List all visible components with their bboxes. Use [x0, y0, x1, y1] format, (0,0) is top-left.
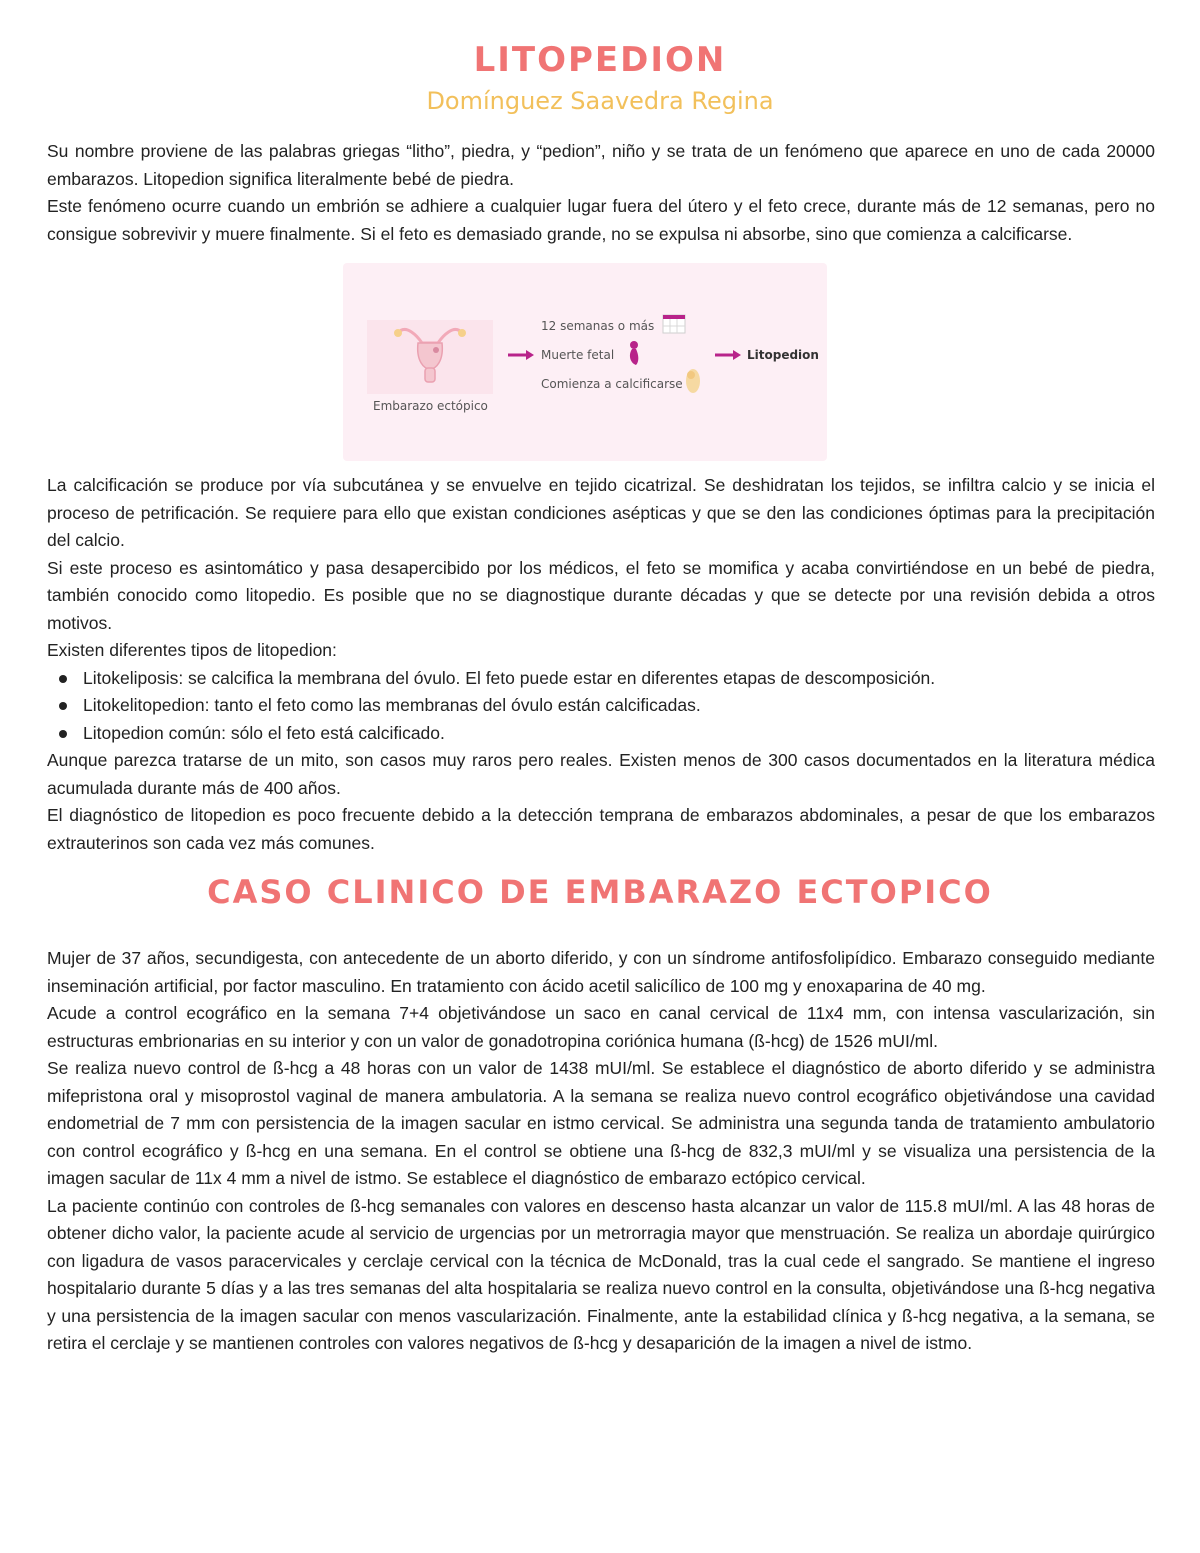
litopedion-infographic — [343, 263, 827, 461]
body-paragraph-diagnosis: El diagnóstico de litopedion es poco frecuente debido a la detección temprana de embarazos abdominales, a pesar de que los embarazos extrauterinos son cada vez más comunes. — [47, 805, 1155, 853]
intro-paragraph-1: Su nombre proviene de las palabras griegas “litho”, piedra, y “pedion”, niño y se trata de un fenómeno que aparece en uno de cada 20000 embarazos. Litopedion significa literalmente bebé de piedra. — [47, 141, 1155, 189]
figure-step-fetal-death: Muerte fetal — [541, 348, 615, 362]
arrow-icon-1 — [508, 350, 534, 360]
case-section — [47, 945, 1155, 1358]
list-item: Litopedion común: sólo el feto está calcificado. — [83, 720, 1155, 748]
case-paragraph-patient: Mujer de 37 años, secundigesta, con antecedente de un aborto diferido, y con un síndrome antifosfolipídico. Embarazo conseguido mediante inseminación artificial, por factor masculino. En tratamiento con ácido acetil salicílico de 100 mg y enoxaparina de 40 mg. — [47, 948, 1155, 996]
body-paragraph-myth: Aunque parezca tratarse de un mito, son casos muy raros pero reales. Existen menos de 300 casos documentados en la literatura médica acumulada durante más de 400 años. — [47, 750, 1155, 798]
arrow-icon-2 — [715, 350, 741, 360]
body-paragraph-types-intro: Existen diferentes tipos de litopedion: — [47, 640, 337, 660]
calcified-fetus-icon — [686, 369, 700, 393]
figure-result-litopedion: Litopedion — [747, 348, 819, 362]
document-title: LITOPEDION — [473, 40, 727, 80]
types-list — [47, 665, 1155, 748]
case-paragraph-ultrasound: Acude a control ecográfico en la semana 7+4 objetivándose un saco en canal cervical de 11x4 mm, con intensa vascularización, sin estructuras embrionarias en su interior y con un valor de gonadotropina coriónica humana (ß-hcg) de 1526 mUI/ml. — [47, 1003, 1155, 1051]
body-paragraph-asymptomatic: Si este proceso es asintomático y pasa desapercibido por los médicos, el feto se momifica y acaba convirtiéndose en un bebé de piedra, también conocido como litopedio. Es posible que no se diagnostique durante décadas y que se detecte por una revisión debida a otros motivos. — [47, 557, 1155, 633]
intro-section — [47, 138, 1155, 248]
list-item: Litokeliposis: se calcifica la membrana del óvulo. El feto puede estar en diferentes etapas de descomposición. — [83, 665, 1155, 693]
list-item: Litokelitopedion: tanto el feto como las membranas del óvulo están calcificadas. — [83, 692, 1155, 720]
figure-step-weeks: 12 semanas o más — [541, 319, 655, 333]
body-paragraph-calcification: La calcificación se produce por vía subcutánea y se envuelve en tejido cicatrizal. Se deshidratan los tejidos, se infiltra calcio y se inicia el proceso de petrificación. Se requiere para ello que existan condiciones asépticas y que se den las condiciones óptimas para la precipitación del calcio. — [47, 475, 1155, 550]
calendar-icon — [663, 315, 685, 333]
infographic-graphics — [343, 263, 827, 461]
figure-caption-ectopic: Embarazo ectópico — [373, 399, 488, 413]
case-title: CASO CLINICO DE EMBARAZO ECTOPICO — [207, 873, 993, 911]
author-name: Domínguez Saavedra Regina — [426, 87, 774, 115]
case-paragraph-treatment: Se realiza nuevo control de ß-hcg a 48 horas con un valor de 1438 mUI/ml. Se establece el diagnóstico de aborto diferido y se administra mifepristona oral y misoprostol vaginal de manera ambulatoria. A la semana se realiza nuevo control ecográfico objetivándose una cavidad endometrial de 7 mm con persistencia de la imagen sacular en istmo cervical. Se administra una segunda tanda de tratamiento ambulatorio con control ecográfico y ß-hcg en una semana. En el control se obtiene una ß-hcg de 832,3 mUI/ml y se visualiza una persistencia de la imagen sacular de 11x 4 mm a nivel de istmo. Se establece el diagnóstico de embarazo ectópico cervical. — [47, 1058, 1155, 1188]
intro-paragraph-2: Este fenómeno ocurre cuando un embrión se adhiere a cualquier lugar fuera del útero y el feto crece, durante más de 12 semanas, pero no consigue sobrevivir y muere finalmente. Si el feto es demasiado grande, no se expulsa ni absorbe, sino que comienza a calcificarse. — [47, 196, 1155, 244]
fetus-icon — [630, 341, 638, 365]
body-section — [47, 472, 1155, 857]
figure-step-calcification: Comienza a calcificarse — [541, 377, 683, 391]
case-paragraph-outcome: La paciente continúo con controles de ß-hcg semanales con valores en descenso hasta alcanzar un valor de 115.8 mUI/ml. A las 48 horas de obtener dicho valor, la paciente acude al servicio de urgencias por un metrorragia mayor que menstruación. Se realiza un abordaje quirúrgico con ligadura de vasos paracervicales y cerclaje cervical con la técnica de McDonald, tras la cual cede el sangrado. Se mantiene el ingreso hospitalario durante 5 días y a las tres semanas del alta hospitalaria se realiza nuevo control en la consulta, objetivándose una ß-hcg negativa y una persistencia de la imagen sacular con menos vascularización. Finalmente, ante la estabilidad clínica y ß-hcg negativa, a la semana, se retira el cerclaje y se mantienen controles con valores negativos de ß-hcg y desaparición de la imagen a nivel de istmo. — [47, 1195, 1155, 1353]
